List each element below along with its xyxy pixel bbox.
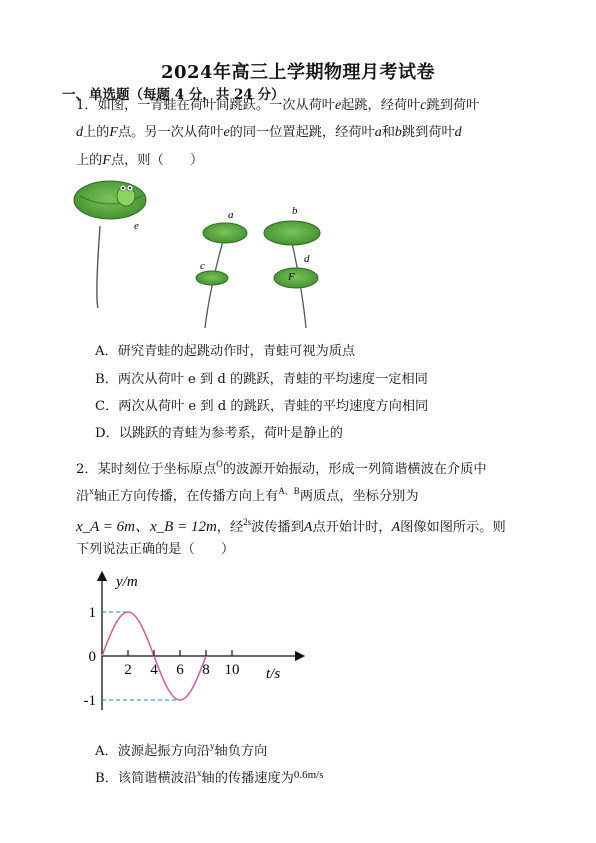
- y-axis-label: y/m: [116, 574, 138, 590]
- q2-text: 图像如图所示。则: [400, 520, 506, 535]
- page-title: 2024年高三上学期物理月考试卷: [160, 62, 436, 83]
- label-e: e: [134, 220, 139, 232]
- symbol-F: F: [102, 153, 111, 168]
- q2-option-a[interactable]: [95, 737, 267, 761]
- q2-line-4: 下列说法正确的是（ ）: [76, 542, 235, 557]
- q1-text: 点。另一次从荷叶: [117, 125, 224, 140]
- symbol-b: b: [394, 125, 402, 140]
- y-tick-label: -1: [83, 693, 96, 709]
- symbol-O: O: [216, 459, 223, 469]
- q2-option-b[interactable]: [95, 764, 323, 788]
- x-tick-label: 6: [176, 662, 184, 678]
- x-tick-label: 8: [202, 662, 210, 678]
- vibration-graph: [80, 570, 310, 720]
- q2-option-a-text: 轴负方向: [214, 744, 268, 759]
- lily-pad-b: [264, 221, 320, 245]
- x-tick-label: 4: [150, 662, 158, 678]
- q1-line-2: [76, 124, 462, 142]
- symbol-2s: 2s: [243, 517, 252, 527]
- symbol-A: A: [303, 520, 313, 535]
- label-b: b: [292, 205, 298, 217]
- label-c: c: [200, 260, 205, 272]
- q2-text: 波传播到: [251, 520, 304, 535]
- q1-option-d[interactable]: D．以跳跃的青蛙为参考系，荷叶是静止的: [95, 426, 343, 441]
- symbol-d: d: [454, 125, 462, 140]
- q2-option-b-text: B．该简谐横波沿: [95, 771, 198, 786]
- symbol-d: d: [76, 125, 83, 140]
- y-tick-label: 0: [88, 649, 96, 665]
- symbol-x: x: [197, 768, 202, 778]
- section-heading: 一、单选题（每题 4 分，共 24 分）: [62, 87, 285, 103]
- symbol-AB: A、B: [278, 486, 300, 496]
- symbol-x: x: [89, 486, 94, 496]
- q1-text: 跳到荷叶: [401, 125, 455, 140]
- q2-line-2: [76, 482, 419, 506]
- q1-text: 1．如图，一青蛙在荷叶间跳跃。一次从荷叶: [76, 98, 335, 113]
- q1-line-3: [76, 152, 203, 170]
- y-tick-label: 1: [88, 605, 96, 621]
- x-axis-label: t/s: [266, 666, 281, 682]
- q1-text: 起跳，经荷叶: [341, 98, 421, 113]
- speed-value: 0.6m/s: [293, 769, 324, 781]
- q2-text: 点开始计时，: [312, 520, 392, 535]
- q1-option-a[interactable]: A．研究青蛙的起跳动作时，青蛙可视为质点: [95, 344, 356, 359]
- lily-pad-e: [74, 181, 146, 219]
- q1-text: 和: [381, 125, 395, 140]
- lily-pad-figure: [70, 176, 330, 336]
- q2-line-1: [76, 455, 487, 479]
- q2-option-a-text: A．波源起振方向沿: [95, 744, 211, 759]
- q2-text: 沿: [76, 489, 90, 504]
- q2-text: 两质点，坐标分别为: [299, 489, 419, 504]
- q1-text: 点，则（ ）: [110, 153, 204, 168]
- q1-option-b[interactable]: B．两次从荷叶 e 到 d 的跳跃，青蛙的平均速度一定相同: [95, 372, 428, 387]
- label-a: a: [228, 209, 234, 221]
- symbol-e: e: [334, 98, 342, 113]
- symbol-A: A: [391, 520, 401, 535]
- symbol-a: a: [374, 125, 382, 140]
- q1-text: 上的: [83, 125, 110, 140]
- x-tick-label: 10: [224, 662, 240, 678]
- symbol-y: y: [210, 741, 215, 751]
- lily-pad-c: [196, 271, 228, 285]
- q2-text: ，经: [216, 520, 244, 535]
- q2-text: 轴正方向传播，在传播方向上有: [93, 489, 279, 504]
- x-tick-label: 2: [124, 662, 132, 678]
- symbol-F: F: [109, 125, 118, 140]
- q1-text: 的同一位置起跳，经荷叶: [229, 125, 375, 140]
- q2-text: 2．某时刻位于坐标原点: [76, 462, 217, 477]
- q2-line-3: [76, 513, 506, 537]
- q2-option-b-text: 轴的传播速度为: [201, 771, 294, 786]
- label-d: d: [304, 253, 310, 265]
- q2-text: 的波源开始振动，形成一列简谐横波在介质中: [222, 462, 487, 477]
- q1-line-1: [76, 97, 479, 115]
- symbol-e: e: [223, 125, 230, 140]
- lily-pad-a: [203, 223, 247, 243]
- q1-option-c[interactable]: C．两次从荷叶 e 到 d 的跳跃，青蛙的平均速度方向相同: [95, 399, 429, 414]
- q1-text: 跳到荷叶: [426, 98, 480, 113]
- label-F: F: [288, 271, 295, 283]
- q1-text: 上的: [76, 153, 103, 168]
- lily-pad-d: [274, 268, 318, 288]
- coordinates-formula: x_A = 6m、x_B = 12m: [76, 519, 217, 535]
- symbol-c: c: [420, 98, 427, 113]
